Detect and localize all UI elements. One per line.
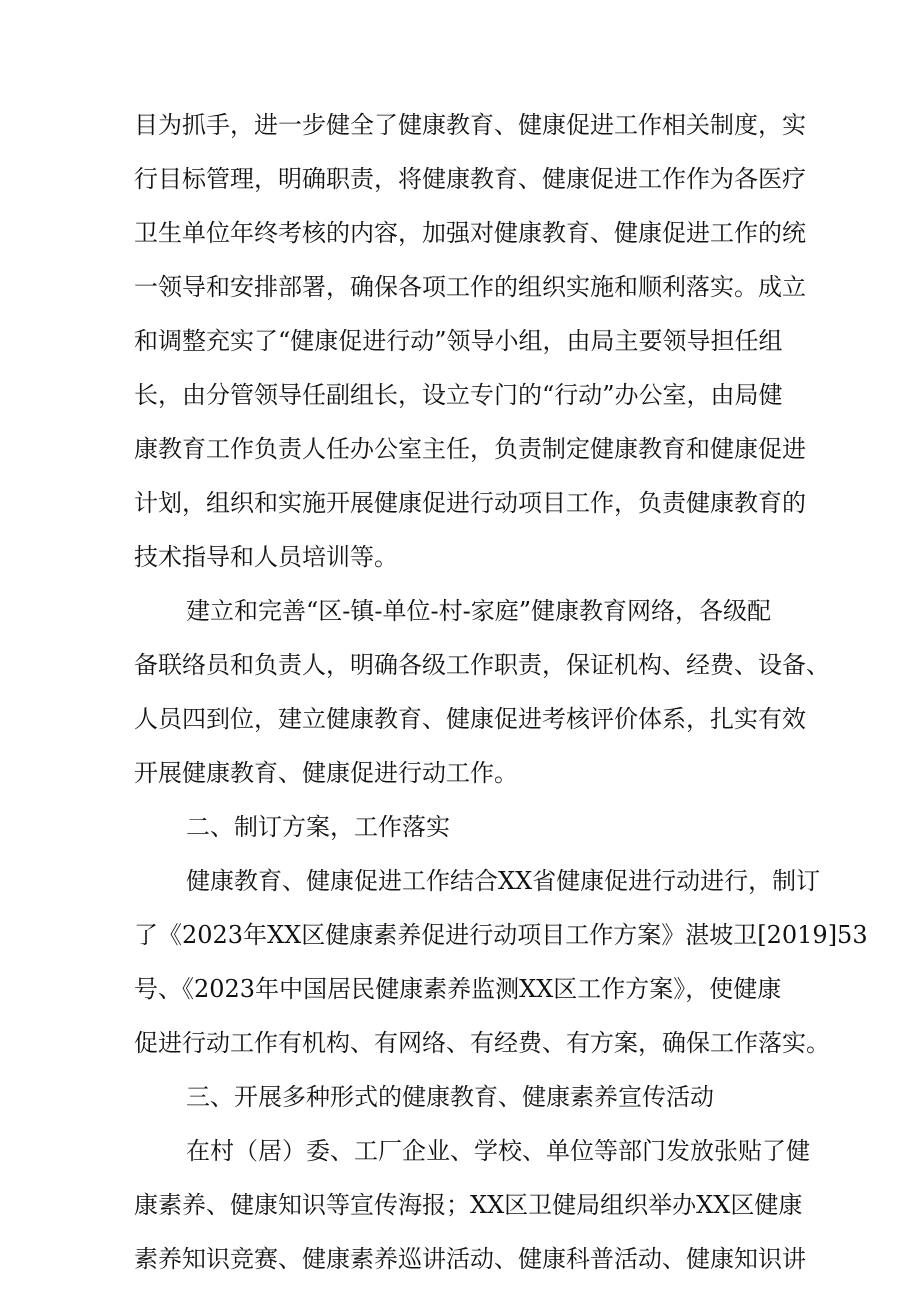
paragraph-3-line-3: 号、《2023年中国居民健康素养监测XX区工作方案》，使健康 [134, 975, 782, 1003]
paragraph-1-line-2: 行目标管理，明确职责，将健康教育、健康促进工作作为各医疗 [134, 165, 806, 193]
paragraph-1-line-8: 计划，组织和实施开展健康促进行动项目工作，负责健康教育的 [134, 489, 806, 517]
paragraph-3-line-2: 了《2023年XX区健康素养促进行动项目工作方案》湛坡卫[2019]53 [134, 921, 868, 949]
paragraph-2-line-2: 备联络员和负责人，明确各级工作职责，保证机构、经费、设备、 [134, 651, 830, 679]
paragraph-2-line-4: 开展健康教育、健康促进行动工作。 [134, 759, 518, 787]
paragraph-3-line-4: 促进行动工作有机构、有网络、有经费、有方案，确保工作落实。 [134, 1029, 830, 1057]
paragraph-4-line-2: 康素养、健康知识等宣传海报；XX区卫健局组织举办XX区健康 [134, 1191, 803, 1219]
paragraph-2-line-1: 建立和完善“区-镇-单位-村-家庭”健康教育网络，各级配 [186, 597, 771, 625]
paragraph-3-line-1: 健康教育、健康促进工作结合XX省健康促进行动进行，制订 [186, 867, 821, 895]
paragraph-4-line-3: 素养知识竞赛、健康素养巡讲活动、健康科普活动、健康知识讲 [134, 1245, 806, 1273]
paragraph-1-line-4: 一领导和安排部署，确保各项工作的组织实施和顺利落实。成立 [134, 273, 806, 301]
section-heading-3: 三、开展多种形式的健康教育、健康素养宣传活动 [186, 1083, 714, 1111]
section-heading-2: 二、制订方案，工作落实 [186, 813, 450, 841]
paragraph-1-line-1: 目为抓手，进一步健全了健康教育、健康促进工作相关制度，实 [134, 111, 806, 139]
paragraph-1-line-3: 卫生单位年终考核的内容，加强对健康教育、健康促进工作的统 [134, 219, 806, 247]
paragraph-1-line-9: 技术指导和人员培训等。 [134, 543, 398, 571]
paragraph-2-line-3: 人员四到位，建立健康教育、健康促进考核评价体系，扎实有效 [134, 705, 806, 733]
paragraph-1-line-7: 康教育工作负责人任办公室主任，负责制定健康教育和健康促进 [134, 435, 806, 463]
paragraph-4-line-1: 在村（居）委、工厂企业、学校、单位等部门发放张贴了健 [186, 1137, 810, 1165]
paragraph-1-line-5: 和调整充实了“健康促进行动”领导小组，由局主要领导担任组 [134, 327, 783, 355]
paragraph-1-line-6: 长，由分管领导任副组长，设立专门的“行动”办公室，由局健 [134, 381, 783, 409]
